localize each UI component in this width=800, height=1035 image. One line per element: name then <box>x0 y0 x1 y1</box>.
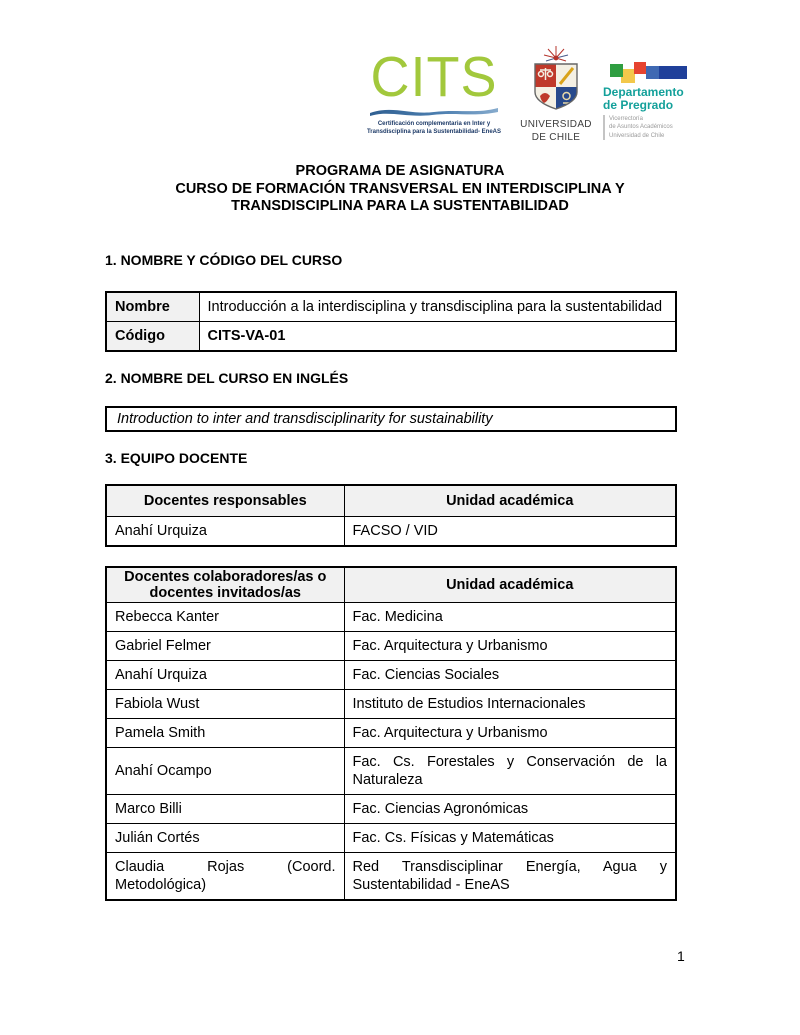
table-row <box>106 852 676 900</box>
table-row <box>106 718 676 747</box>
unidad-cell: Fac. Cs. Físicas y Matemáticas <box>344 823 676 852</box>
table-row <box>106 321 676 351</box>
table-row <box>106 794 676 823</box>
table-header-row <box>106 485 676 517</box>
pregrado-squares-icon <box>603 60 689 84</box>
document-title-line1: PROGRAMA DE ASIGNATURA <box>295 163 505 179</box>
section-3-heading: 3. EQUIPO DOCENTE <box>105 449 248 466</box>
colaboradores-col-header: Docentes colaboradores/as o docentes invitados/as <box>106 567 344 603</box>
table-row <box>106 292 676 322</box>
docente-name-cell: Anahí Urquiza <box>106 516 344 546</box>
uchile-name <box>517 119 595 144</box>
cits-tagline-line1: Certificación complementaria en Inter y <box>377 121 491 127</box>
docente-name-cell: Marco Billi <box>106 794 344 823</box>
table-header-row <box>106 567 676 603</box>
docente-name-cell: Julián Cortés <box>106 823 344 852</box>
page-number: 1 <box>677 948 685 964</box>
table-row <box>106 602 676 631</box>
cits-logo <box>366 45 502 136</box>
unidad-cell: Fac. Ciencias Agronómicas <box>344 794 676 823</box>
cits-tagline-line2: Transdisciplina para la Sustentabilidad- EneAS <box>366 129 502 136</box>
document-title-line2: CURSO DE FORMACIÓN TRANSVERSAL EN INTERDISCIPLINA Y <box>175 180 625 197</box>
uchile-crest-icon <box>530 46 582 112</box>
section-2-heading: 2. NOMBRE DEL CURSO EN INGLÉS <box>105 369 349 386</box>
cits-wordmark: CITS <box>370 45 498 109</box>
docente-name-cell: Rebecca Kanter <box>106 602 344 631</box>
responsables-col-header: Docentes responsables <box>106 485 344 517</box>
section-1-heading: 1. NOMBRE Y CÓDIGO DEL CURSO <box>105 251 343 268</box>
unidad-cell: Fac. Ciencias Sociales <box>344 660 676 689</box>
course-name-code-table <box>105 291 677 352</box>
pregrado-subtitle-line1: Vicerrectoría <box>609 116 643 122</box>
universidad-de-chile-logo <box>517 46 595 144</box>
english-course-name: Introduction to inter and transdisciplinarity for sustainability <box>117 410 493 427</box>
pregrado-subtitle-line3: Universidad de Chile <box>609 132 665 139</box>
table-row <box>106 631 676 660</box>
table-row <box>106 823 676 852</box>
nombre-label-cell: Nombre <box>106 292 199 322</box>
docente-name-cell: Claudia Rojas (Coord. Metodológica) <box>106 852 344 900</box>
docente-name-cell: Anahí Ocampo <box>106 747 344 794</box>
english-course-name-box <box>105 406 677 432</box>
uchile-name-line1: UNIVERSIDAD <box>520 119 592 130</box>
unidad-cell: Fac. Medicina <box>344 602 676 631</box>
pregrado-title-line1: Departamento <box>603 85 684 99</box>
table-row <box>106 516 676 546</box>
docente-name-cell: Gabriel Felmer <box>106 631 344 660</box>
codigo-label-cell: Código <box>106 321 199 351</box>
unidad-cell: Instituto de Estudios Internacionales <box>344 689 676 718</box>
document-title <box>0 163 800 216</box>
docente-name-cell: Fabiola Wust <box>106 689 344 718</box>
uchile-name-line2: DE CHILE <box>531 131 581 143</box>
unidad-cell: Fac. Cs. Forestales y Conservación de la Naturaleza <box>344 747 676 794</box>
codigo-value-cell: CITS-VA-01 <box>199 321 676 351</box>
pregrado-title <box>603 86 689 112</box>
unidad-cell: Fac. Arquitectura y Urbanismo <box>344 631 676 660</box>
nombre-value-cell: Introducción a la interdisciplina y transdisciplina para la sustentabilidad <box>199 292 676 322</box>
table-row <box>106 660 676 689</box>
docentes-responsables-table <box>105 484 677 547</box>
pregrado-title-line2: de Pregrado <box>603 98 674 112</box>
document-title-line3: TRANSDISCIPLINA PARA LA SUSTENTABILIDAD <box>231 198 569 214</box>
pregrado-subtitle <box>603 115 689 140</box>
unidad-academica-col-header: Unidad académica <box>344 485 676 517</box>
logo-strip <box>0 0 800 150</box>
table-row <box>106 747 676 794</box>
docente-name-cell: Pamela Smith <box>106 718 344 747</box>
departamento-pregrado-logo <box>603 60 689 140</box>
unidad-academica-col-header: Unidad académica <box>344 567 676 603</box>
docente-name-cell: Anahí Urquiza <box>106 660 344 689</box>
unidad-cell: FACSO / VID <box>344 516 676 546</box>
unidad-cell: Red Transdisciplinar Energía, Agua y Sustentabilidad - EneAS <box>344 852 676 900</box>
table-row <box>106 689 676 718</box>
cits-tagline <box>366 120 502 136</box>
unidad-cell: Fac. Arquitectura y Urbanismo <box>344 718 676 747</box>
pregrado-subtitle-line2: de Asuntos Académicos <box>609 124 673 131</box>
docentes-colaboradores-table <box>105 566 677 901</box>
